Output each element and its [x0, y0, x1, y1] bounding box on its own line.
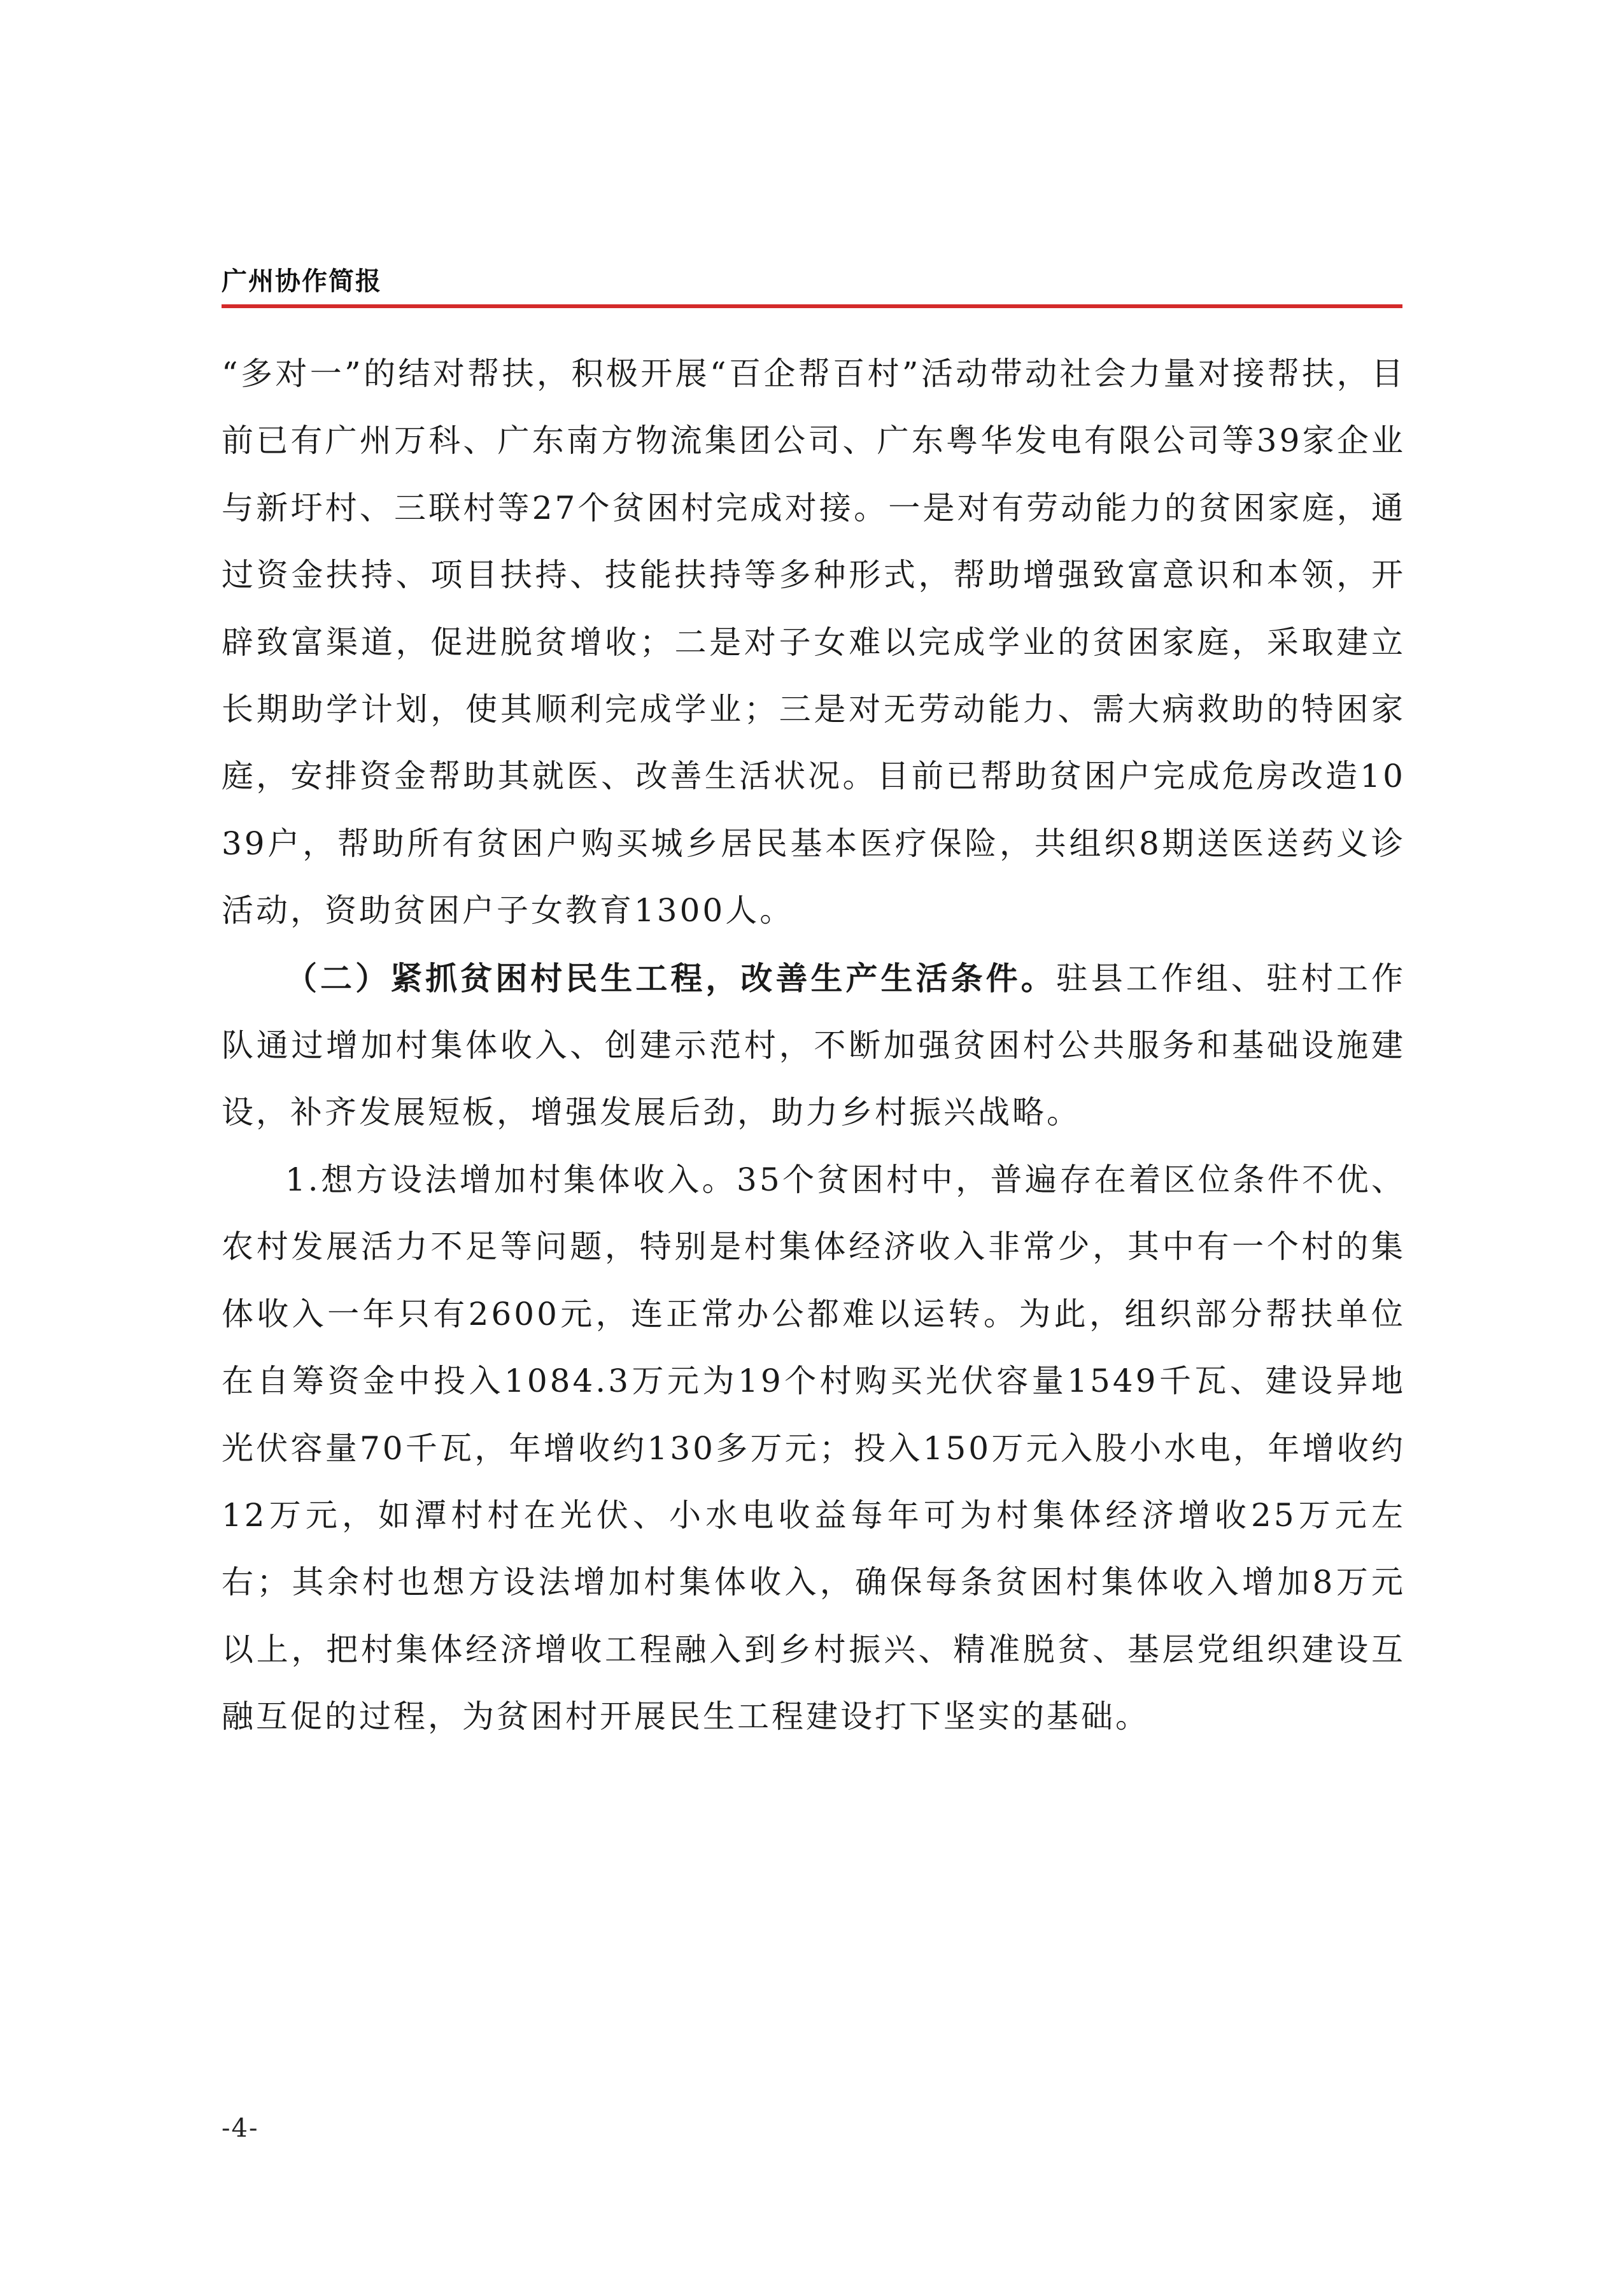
subsection-heading: 1.想方设法增加村集体收入。: [285, 1161, 737, 1198]
header-divider: [222, 304, 1402, 308]
paragraph-text: 35个贫困村中，普遍存在着区位条件不优、农村发展活力不足等问题，特别是村集体经济收入非常少，其中有一个村的集体收入一年只有2600元，连正常办公都难以运转。为此，组织部分帮扶单位在自筹资金中投入1084.3万元为19个村购买光伏容量1549千瓦、建设异地光伏容量70千瓦，年增收约130多万元；投入150万元入股小水电，年增收约12万元，如潭村村在光伏、小水电收益每年可为村集体经济增收25万元左右；其余村也想方设法增加村集体收入，确保每条贫困村集体收入增加8万元以上，把村集体经济增收工程融入到乡村振兴、精准脱贫、基层党组织建设互融互促的过程，为贫困村开展民生工程建设打下坚实的基础。: [222, 1161, 1406, 1736]
paragraph-continuation: [222, 341, 1406, 945]
publication-title: 广州协作简报: [222, 266, 382, 296]
page-number: -4-: [222, 2114, 259, 2143]
paragraph-subsection-one: [222, 1147, 1406, 1751]
paragraph-text: “多对一”的结对帮扶，积极开展“百企帮百村”活动带动社会力量对接帮扶，目前已有广州万科、广东南方物流集团公司、广东粤华发电有限公司等39家企业与新圩村、三联村等27个贫困村完成对接。一是对有劳动能力的贫困家庭，通过资金扶持、项目扶持、技能扶持等多种形式，帮助增强致富意识和本领，开辟致富渠道，促进脱贫增收；二是对子女难以完成学业的贫困家庭，采取建立长期助学计划，使其顺利完成学业；三是对无劳动能力、需大病救助的特困家庭，安排资金帮助其就医、改善生活状况。目前已帮助贫困户完成危房改造1039户，帮助所有贫困户购买城乡居民基本医疗保险，共组织8期送医送药义诊活动，资助贫困户子女教育1300人。: [222, 355, 1406, 930]
section-heading: （二）紧抓贫困村民生工程，改善生产生活条件。: [285, 959, 1056, 997]
paragraph-text: 驻县工作组、驻村工作队通过增加村集体收入、创建示范村，不断加强贫困村公共服务和基础设施建设，补齐发展短板，增强发展后劲，助力乡村振兴战略。: [222, 959, 1406, 1131]
document-body: [222, 341, 1406, 1751]
paragraph-section-two: [222, 945, 1406, 1147]
